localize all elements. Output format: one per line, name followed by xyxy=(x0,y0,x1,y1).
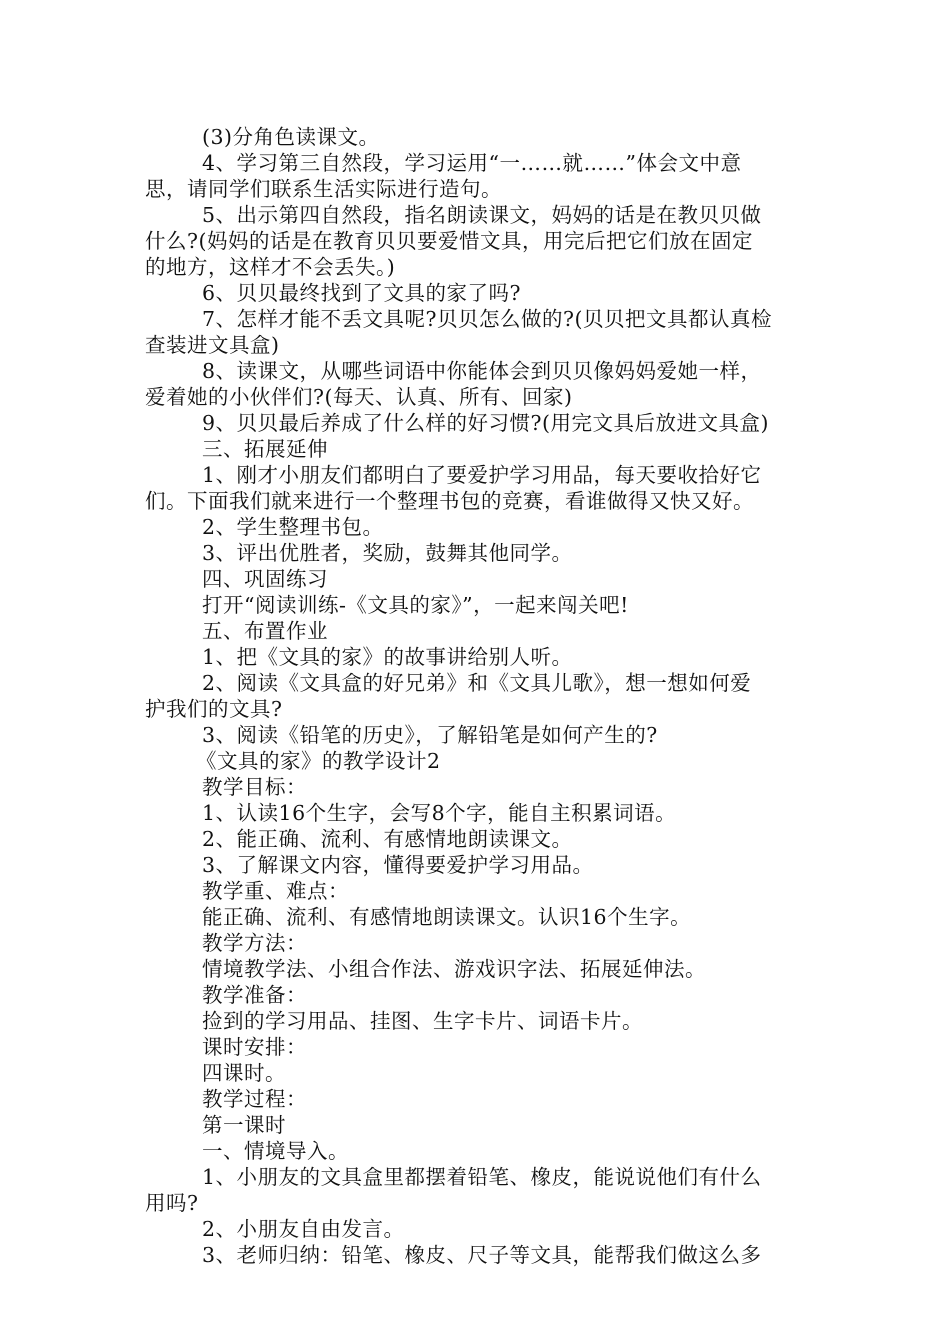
text-line: 什么?(妈妈的话是在教育贝贝要爱惜文具，用完后把它们放在固定 xyxy=(145,229,753,253)
text-line: 9、贝贝最后养成了什么样的好习惯?(用完文具后放进文具盒) xyxy=(202,411,770,435)
text-line: 3、阅读《铅笔的历史》，了解铅笔是如何产生的? xyxy=(202,723,658,747)
text-line: 1、认读16个生字，会写8个字，能自主积累词语。 xyxy=(202,801,677,825)
text-line: 查装进文具盒) xyxy=(145,333,280,357)
text-line: 们。下面我们就来进行一个整理书包的竞赛，看谁做得又快又好。 xyxy=(145,489,754,513)
text-line: 的地方，这样才不会丢失。) xyxy=(145,255,396,279)
section-heading: 教学重、难点： xyxy=(202,879,349,903)
section-heading: 第一课时 xyxy=(202,1113,286,1137)
section-heading: 教学过程： xyxy=(202,1087,307,1111)
text-line: 打开“阅读训练-《文具的家》”，一起来闯关吧! xyxy=(202,593,629,617)
text-line: 7、怎样才能不丢文具呢?贝贝怎么做的?(贝贝把文具都认真检 xyxy=(202,307,773,331)
section-heading: 四、巩固练习 xyxy=(202,567,328,591)
text-line: 用吗? xyxy=(145,1191,199,1215)
text-line: 捡到的学习用品、挂图、生字卡片、词语卡片。 xyxy=(202,1009,643,1033)
text-line: 8、读课文，从哪些词语中你能体会到贝贝像妈妈爱她一样， xyxy=(202,359,762,383)
section-heading: 教学准备： xyxy=(202,983,307,1007)
text-line: 4、学习第三自然段，学习运用“一……就……”体会文中意 xyxy=(202,151,742,175)
text-line: 2、学生整理书包。 xyxy=(202,515,384,539)
text-line: 2、能正确、流利、有感情地朗读课文。 xyxy=(202,827,573,851)
text-line: 四课时。 xyxy=(202,1061,286,1085)
text-line: 2、小朋友自由发言。 xyxy=(202,1217,405,1241)
text-line: 1、把《文具的家》的故事讲给别人听。 xyxy=(202,645,573,669)
text-line: 爱着她的小伙伴们?(每天、认真、所有、回家) xyxy=(145,385,573,409)
text-line: 思，请同学们联系生活实际进行造句。 xyxy=(145,177,502,201)
text-line: 6、贝贝最终找到了文具的家了吗? xyxy=(202,281,522,305)
text-line: 能正确、流利、有感情地朗读课文。认识16个生字。 xyxy=(202,905,692,929)
text-line: 情境教学法、小组合作法、游戏识字法、拓展延伸法。 xyxy=(202,957,706,981)
section-heading: 三、拓展延伸 xyxy=(202,437,328,461)
section-heading: 五、布置作业 xyxy=(202,619,328,643)
text-line: 3、老师归纳：铅笔、橡皮、尺子等文具，能帮我们做这么多 xyxy=(202,1243,762,1267)
section-heading: 教学方法： xyxy=(202,931,307,955)
text-line: 2、阅读《文具盒的好兄弟》和《文具儿歌》，想一想如何爱 xyxy=(202,671,752,695)
section-heading: 教学目标： xyxy=(202,775,307,799)
text-line: 1、小朋友的文具盒里都摆着铅笔、橡皮，能说说他们有什么 xyxy=(202,1165,762,1189)
section-heading: 一、情境导入。 xyxy=(202,1139,349,1163)
text-line: 5、出示第四自然段，指名朗读课文，妈妈的话是在教贝贝做 xyxy=(202,203,762,227)
text-line: 3、评出优胜者，奖励，鼓舞其他同学。 xyxy=(202,541,573,565)
text-line: (3)分角色读课文。 xyxy=(202,125,380,149)
text-line: 护我们的文具? xyxy=(145,697,283,721)
text-line: 3、了解课文内容，懂得要爱护学习用品。 xyxy=(202,853,594,877)
text-line: 1、刚才小朋友们都明白了要爱护学习用品，每天要收拾好它 xyxy=(202,463,762,487)
document-subtitle: 《文具的家》的教学设计2 xyxy=(196,749,441,773)
section-heading: 课时安排： xyxy=(202,1035,307,1059)
